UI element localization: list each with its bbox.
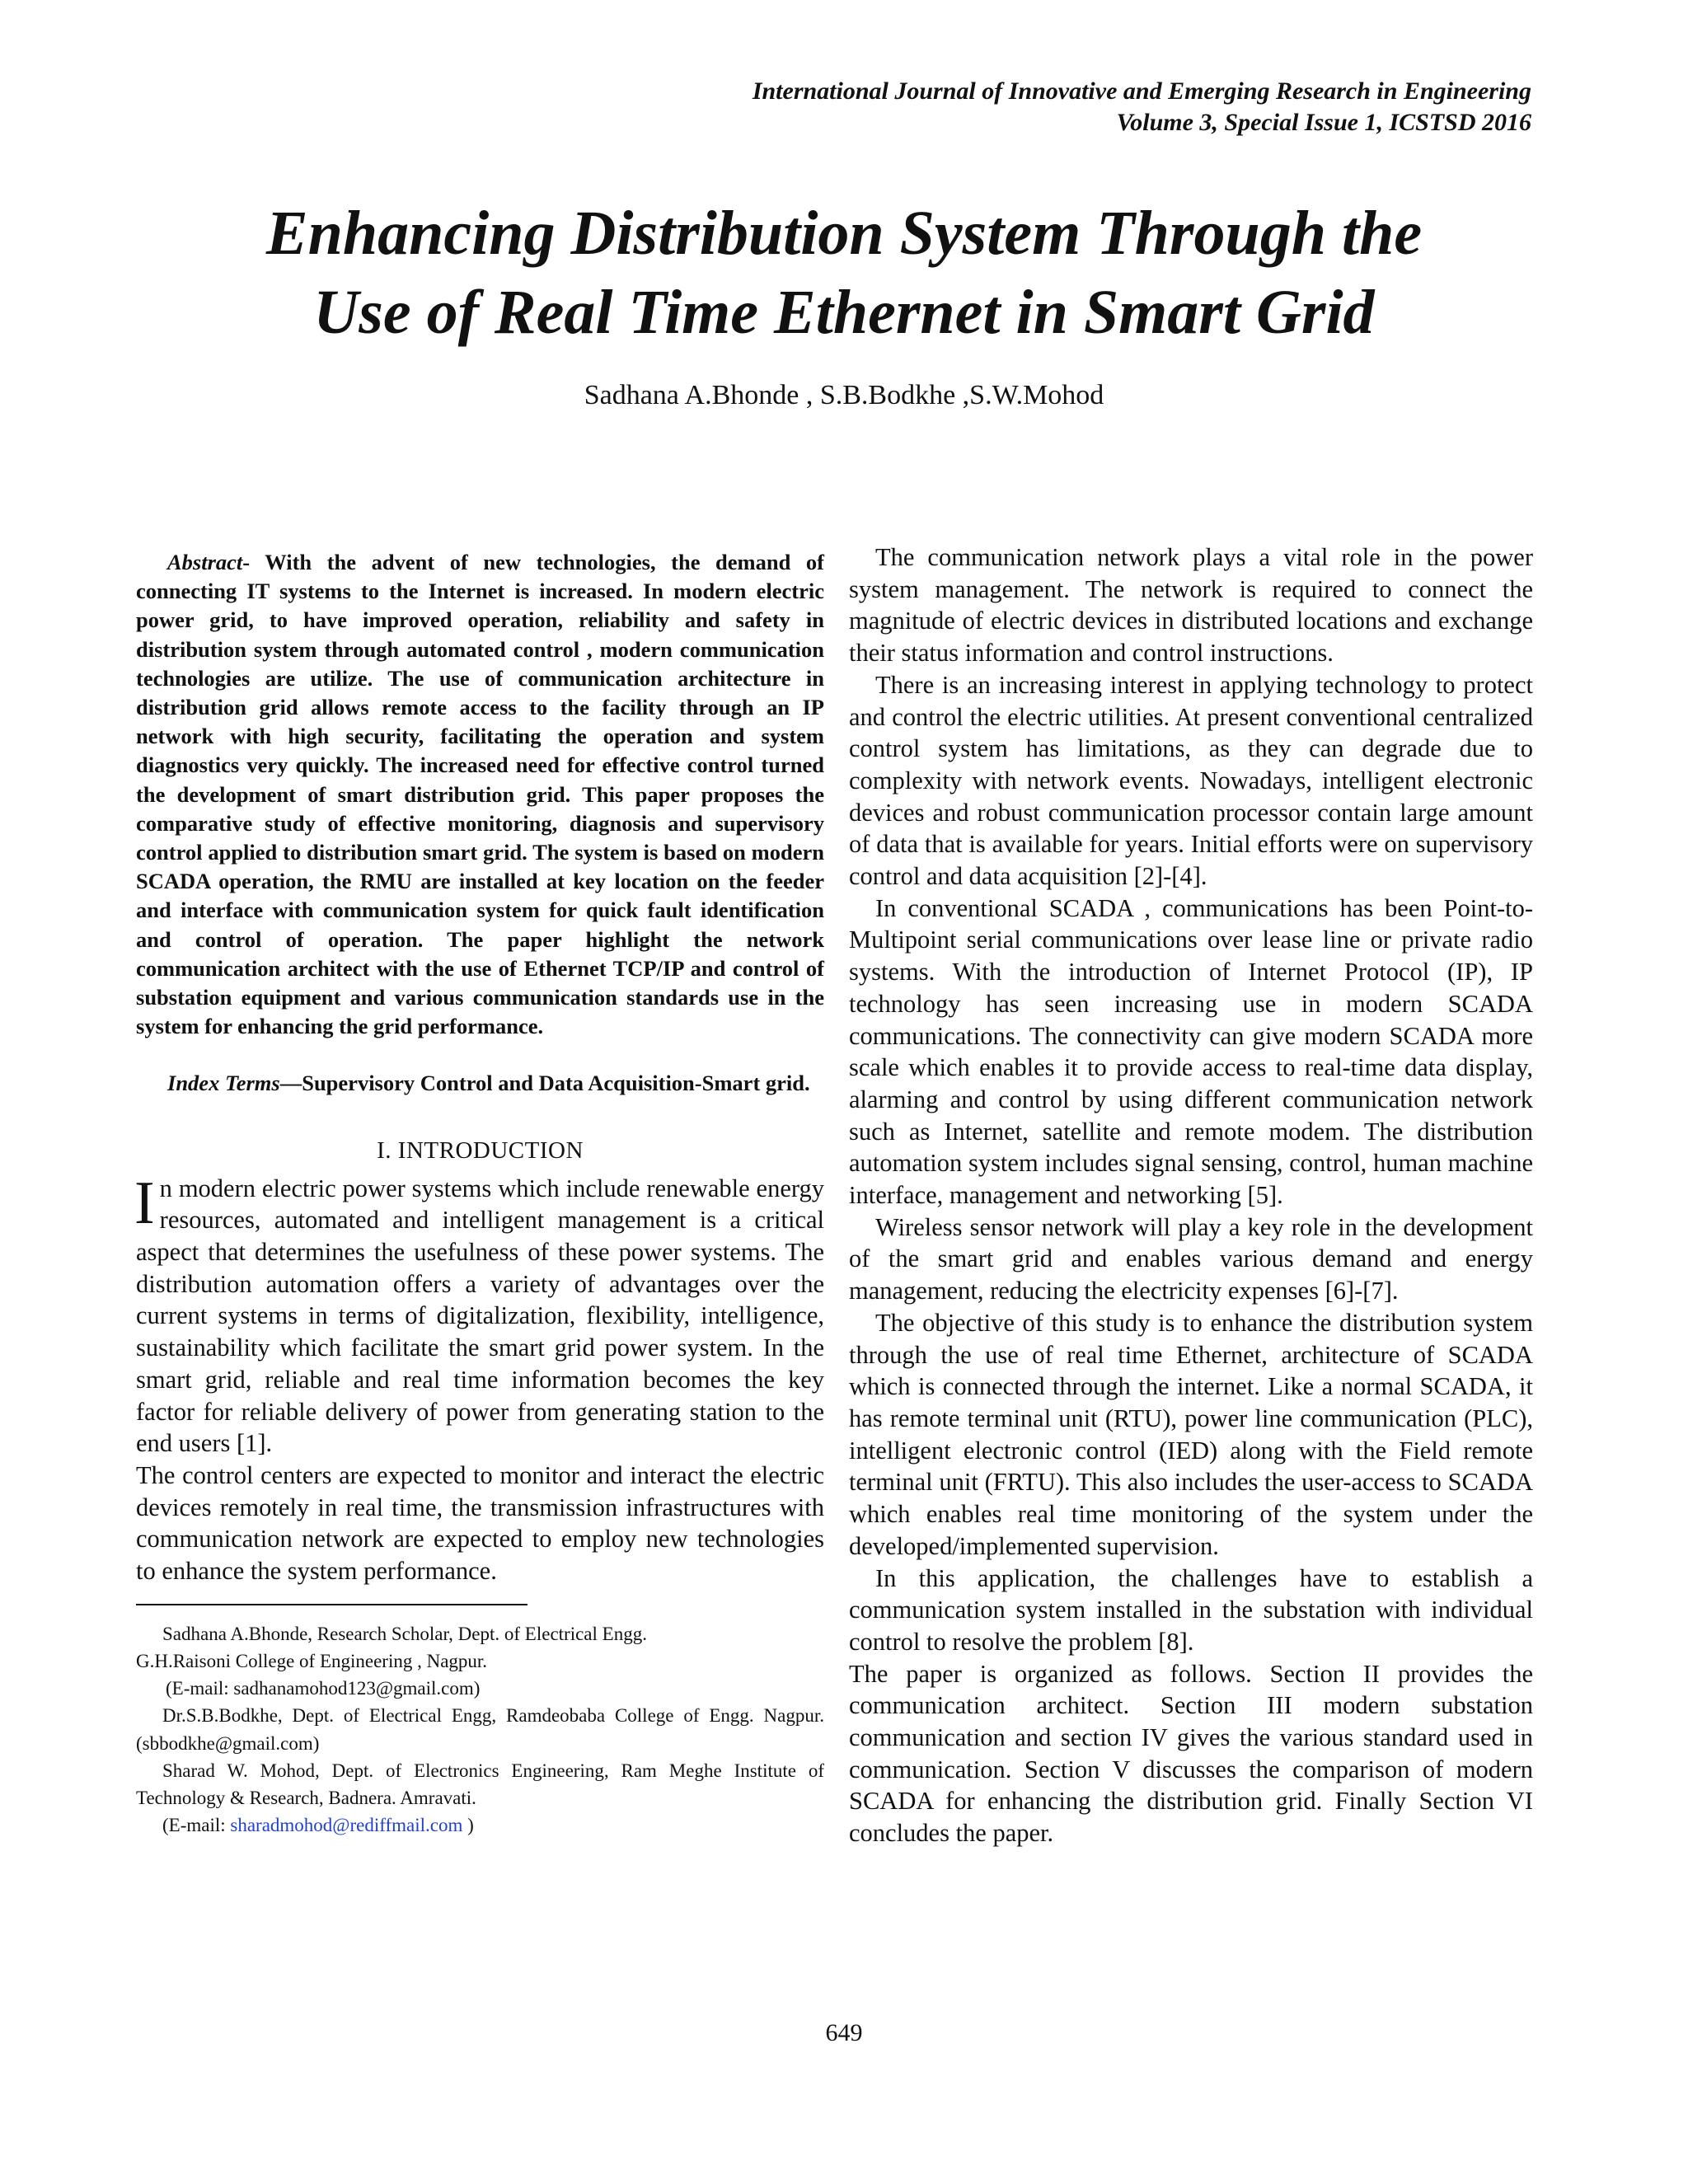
index-terms-label: Index Terms — [167, 1071, 280, 1096]
intro-paragraph-1 — [134, 1169, 824, 1460]
footnote-line — [136, 1811, 824, 1839]
section-title-initial: I — [397, 1137, 406, 1164]
journal-issue: Volume 3, Special Issue 1, ICSTSD 2016 — [1116, 109, 1531, 136]
footnote-divider — [136, 1604, 528, 1605]
drop-cap: I — [134, 1169, 155, 1237]
section-title-rest: NTRODUCTION — [406, 1137, 584, 1164]
body-paragraph: The paper is organized as follows. Section II provides the communication architect. Section III modern substation communication and section IV gives the various standard used in communication. Section V discusses the comparison of modern SCADA for enhancing the distribution grid. Finally Section VI concludes the paper. — [849, 1659, 1533, 1848]
abstract-label: Abstract — [167, 550, 243, 574]
section-heading-introduction — [136, 1135, 824, 1166]
right-column — [849, 541, 1533, 1849]
footnote-line: (E-mail: sadhanamohod123@gmail.com) — [166, 1678, 481, 1699]
paper-title-line-2: Use of Real Time Ethernet in Smart Grid — [313, 278, 1375, 347]
body-paragraph: In this application, the challenges have to establish a communication system installed in the substation with individual control to resolve the problem [8]. — [849, 1563, 1533, 1656]
footnotes — [136, 1620, 824, 1840]
footnote-line: Sadhana A.Bhonde, Research Scholar, Dept. of Electrical Engg. — [162, 1623, 647, 1644]
section-numeral: I. — [377, 1137, 398, 1164]
journal-name: International Journal of Innovative and Emerging Research in Engineering — [752, 77, 1531, 105]
intro-paragraph-1-text: n modern electric power systems which include renewable energy resources, automated and intelligent management is a critical aspect that determines the usefulness of these power systems. The distribution automation offers a variety of advantages over the current systems in terms of digitalization, flexibility, intelligence, sustainability which facilitate the smart grid power system. In the smart grid, reliable and real time information becomes the key factor for reliable delivery of power from generating station to the end users [1]. — [136, 1174, 824, 1458]
footnote-email-prefix: (E-mail: — [162, 1815, 231, 1836]
body-paragraph: In conventional SCADA , communications has been Point-to-Multipoint serial communications over lease line or private radio systems. With the introduction of Internet Protocol (IP), IP technology has seen increasing use in modern SCADA communications. The connectivity can give modern SCADA more scale which enables it to provide access to real-time data display, alarming and control by using different communication network such as Internet, satellite and remote modem. The distribution automation system includes signal sensing, control, human machine interface, management and networking [5]. — [849, 893, 1533, 1210]
email-link[interactable]: sharadmohod@rediffmail.com — [230, 1815, 463, 1836]
footnote-line: Dr.S.B.Bodkhe, Dept. of Electrical Engg, Ramdeobaba College of Engg. Nagpur.(sbbodkhe@gmail.com) — [136, 1705, 824, 1754]
index-terms — [136, 1069, 824, 1098]
body-paragraph: The communication network plays a vital role in the power system management. The network is required to connect the magnitude of electric devices in distributed locations and exchange their status information and control instructions. — [849, 543, 1533, 668]
paper-authors: Sadhana A.Bhonde , S.B.Bodkhe ,S.W.Mohod — [584, 380, 1104, 410]
paper-title — [82, 194, 1606, 352]
left-column — [136, 548, 824, 1839]
footnote-line: Sharad W. Mohod, Dept. of Electronics Engineering, Ram Meghe Institute of Technology & Research, Badnera. Amravati. — [136, 1760, 824, 1809]
abstract-text: - With the advent of new technologies, the demand of connecting IT systems to the Internet is increased. In modern electric power grid, to have improved operation, reliability and safety in distribution system through automated control , modern communication technologies are utilize. The use of communication architecture in distribution grid allows remote access to the facility through an IP network with high security, facilitating the operation and system diagnostics very quickly. The increased need for effective control turned the development of smart distribution grid. This paper proposes the comparative study of effective monitoring, diagnosis and supervisory control applied to distribution smart grid. The system is based on modern SCADA operation, the RMU are installed at key location on the feeder and interface with communication system for quick fault identification and control of operation. The paper highlight the network communication architect with the use of Ethernet TCP/IP and control of substation equipment and various communication standards use in the system for enhancing the grid performance. — [136, 550, 824, 1039]
body-paragraph: Wireless sensor network will play a key role in the development of the smart grid and enables various demand and energy management, reducing the electricity expenses [6]-[7]. — [849, 1212, 1533, 1305]
intro-paragraph-2: The control centers are expected to monitor and interact the electric devices remotely in real time, the transmission infrastructures with communication network are expected to employ new technologies to enhance the system performance. — [136, 1460, 824, 1586]
footnote-email-suffix: ) — [462, 1815, 474, 1836]
body-paragraph: The objective of this study is to enhance the distribution system through the use of real time Ethernet, architecture of SCADA which is connected through the internet. Like a normal SCADA, it has remote terminal unit (RTU), power line communication (PLC), intelligent electronic control (IED) along with the Field remote terminal unit (FRTU). This also includes the user-access to SCADA which enables real time monitoring of the system under the developed/implemented supervision. — [849, 1308, 1533, 1560]
journal-header — [753, 76, 1531, 138]
page-number: 649 — [825, 2019, 863, 2046]
body-paragraph: There is an increasing interest in applying technology to protect and control the electric utilities. At present conventional centralized control system has limitations, as they can degrade due to complexity with network events. Nowadays, intelligent electronic devices and robust communication processor contain large amount of data that is available for years. Initial efforts were on supervisory control and data acquisition [2]-[4]. — [849, 670, 1533, 891]
footnote-line: G.H.Raisoni College of Engineering , Nagpur. — [136, 1651, 488, 1671]
paper-title-line-1: Enhancing Distribution System Through the — [265, 199, 1423, 268]
abstract — [136, 548, 824, 1041]
index-terms-text: —Supervisory Control and Data Acquisition-Smart grid. — [279, 1071, 810, 1096]
